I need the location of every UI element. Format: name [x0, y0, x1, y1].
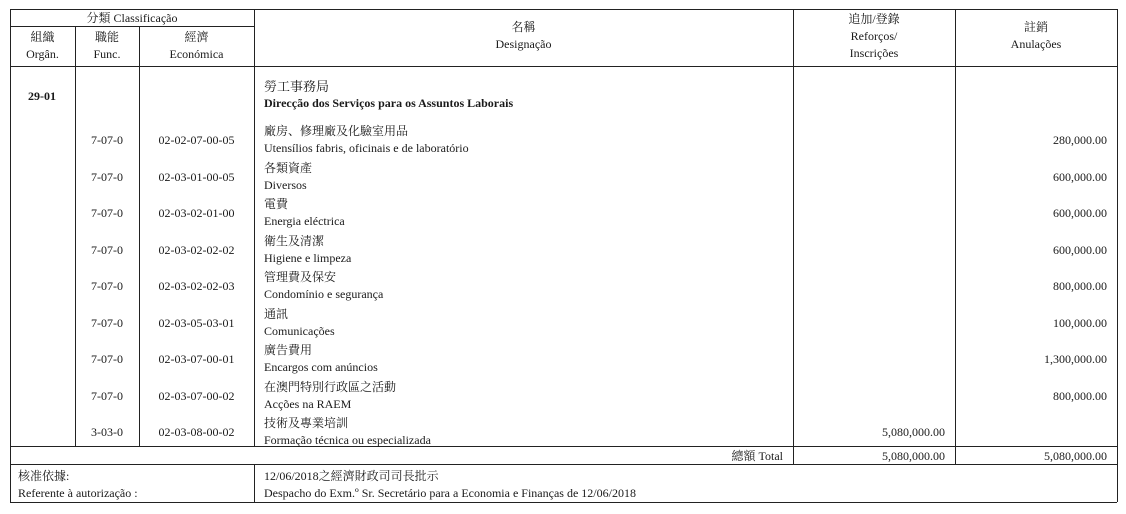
row-econ-code: 02-03-05-03-01	[158, 316, 235, 330]
row-econ-code: 02-02-07-00-05	[158, 133, 235, 147]
rule-organ	[75, 26, 76, 446]
row-econ-code: 02-03-01-00-05	[158, 170, 235, 184]
row-anulacoes: 800,000.00	[1053, 389, 1107, 403]
row-econ-code: 02-03-02-02-03	[158, 279, 235, 293]
row-designation-pt: Higiene e limpeza	[264, 251, 352, 265]
rule-left	[10, 9, 11, 502]
authorization-label-pt: Referente à autorização :	[18, 486, 138, 500]
row-reforcos: 5,080,000.00	[882, 425, 945, 439]
row-designation-pt: Comunicações	[264, 324, 335, 338]
row-func-code: 3-03-0	[91, 425, 123, 439]
header-designacao-pt: Designação	[495, 37, 552, 51]
rule-total-bottom	[10, 464, 1117, 465]
row-designation-zh: 在澳門特別行政區之活動	[264, 380, 397, 394]
row-econ-code: 02-03-02-01-00	[158, 206, 235, 220]
rule-func	[139, 26, 140, 446]
row-func-code: 7-07-0	[91, 316, 123, 330]
row-designation-zh: 電費	[264, 197, 289, 211]
header-designacao-zh: 名稱	[511, 20, 536, 34]
row-designation-zh: 通訊	[264, 307, 289, 321]
row-designation-zh: 廣告費用	[264, 343, 313, 357]
row-designation-pt: Acções na RAEM	[264, 397, 352, 411]
header-organ-pt: Orgân.	[26, 47, 59, 61]
header-func-pt: Func.	[93, 47, 121, 61]
rule-body-bottom	[10, 446, 1117, 447]
header-anulacoes-pt: Anulações	[1010, 37, 1062, 51]
row-anulacoes: 600,000.00	[1053, 206, 1107, 220]
row-func-code: 7-07-0	[91, 133, 123, 147]
entity-code: 29-01	[28, 89, 56, 103]
header-anulacoes-zh: 註銷	[1023, 20, 1048, 34]
authorization-value-zh: 12/06/2018之經濟財政司司長批示	[264, 469, 439, 483]
row-designation-zh: 衛生及清潔	[264, 234, 325, 248]
rule-right	[1117, 9, 1118, 502]
row-func-code: 7-07-0	[91, 170, 123, 184]
row-anulacoes: 600,000.00	[1053, 170, 1107, 184]
row-econ-code: 02-03-08-00-02	[158, 425, 235, 439]
rule-header-bottom	[10, 66, 1117, 67]
total-label: 總額 Total	[731, 449, 783, 463]
entity-name-zh: 勞工事務局	[264, 79, 330, 94]
row-anulacoes: 100,000.00	[1053, 316, 1107, 330]
row-designation-pt: Encargos com anúncios	[264, 360, 378, 374]
row-anulacoes: 280,000.00	[1053, 133, 1107, 147]
row-func-code: 7-07-0	[91, 206, 123, 220]
rule-classification	[10, 26, 254, 27]
total-reforcos: 5,080,000.00	[882, 449, 945, 463]
row-anulacoes: 600,000.00	[1053, 243, 1107, 257]
rule-top	[10, 9, 1117, 10]
row-econ-code: 02-03-02-02-02	[158, 243, 235, 257]
row-func-code: 7-07-0	[91, 352, 123, 366]
row-designation-pt: Utensílios fabris, oficinais e de laboratório	[264, 141, 469, 155]
entity-name-pt: Direcção dos Serviços para os Assuntos Laborais	[264, 96, 514, 110]
row-designation-zh: 各類資產	[264, 161, 313, 175]
row-designation-pt: Energia eléctrica	[264, 214, 345, 228]
row-anulacoes: 800,000.00	[1053, 279, 1107, 293]
rule-desig	[793, 9, 794, 464]
row-designation-pt: Diversos	[264, 178, 307, 192]
row-func-code: 7-07-0	[91, 389, 123, 403]
header-reforcos-pt1: Reforços/	[850, 29, 898, 43]
row-anulacoes: 1,300,000.00	[1044, 352, 1107, 366]
header-func-zh: 職能	[94, 30, 119, 44]
row-designation-pt: Condomínio e segurança	[264, 287, 384, 301]
row-designation-zh: 廠房、修理廠及化驗室用品	[264, 124, 409, 138]
total-anulacoes: 5,080,000.00	[1044, 449, 1107, 463]
rule-footer-split	[254, 464, 255, 502]
row-designation-pt: Formação técnica ou especializada	[264, 433, 431, 447]
row-func-code: 7-07-0	[91, 279, 123, 293]
header-classification: 分類 Classificação	[86, 11, 178, 25]
header-reforcos-zh: 追加/登錄	[848, 12, 900, 26]
row-econ-code: 02-03-07-00-01	[158, 352, 235, 366]
rule-footer-bottom	[10, 502, 1117, 503]
row-designation-zh: 技術及專業培訓	[264, 416, 349, 430]
header-reforcos-pt2: Inscrições	[849, 46, 899, 60]
header-econ-pt: Económica	[169, 47, 224, 61]
row-designation-zh: 管理費及保安	[264, 270, 337, 284]
header-econ-zh: 經濟	[184, 30, 209, 44]
row-econ-code: 02-03-07-00-02	[158, 389, 235, 403]
authorization-label-zh: 核准依據:	[18, 469, 70, 483]
rule-econ	[254, 9, 255, 446]
row-func-code: 7-07-0	[91, 243, 123, 257]
authorization-value-pt: Despacho do Exm.º Sr. Secretário para a Economia e Finanças de 12/06/2018	[264, 486, 636, 500]
header-organ-zh: 組織	[30, 30, 55, 44]
